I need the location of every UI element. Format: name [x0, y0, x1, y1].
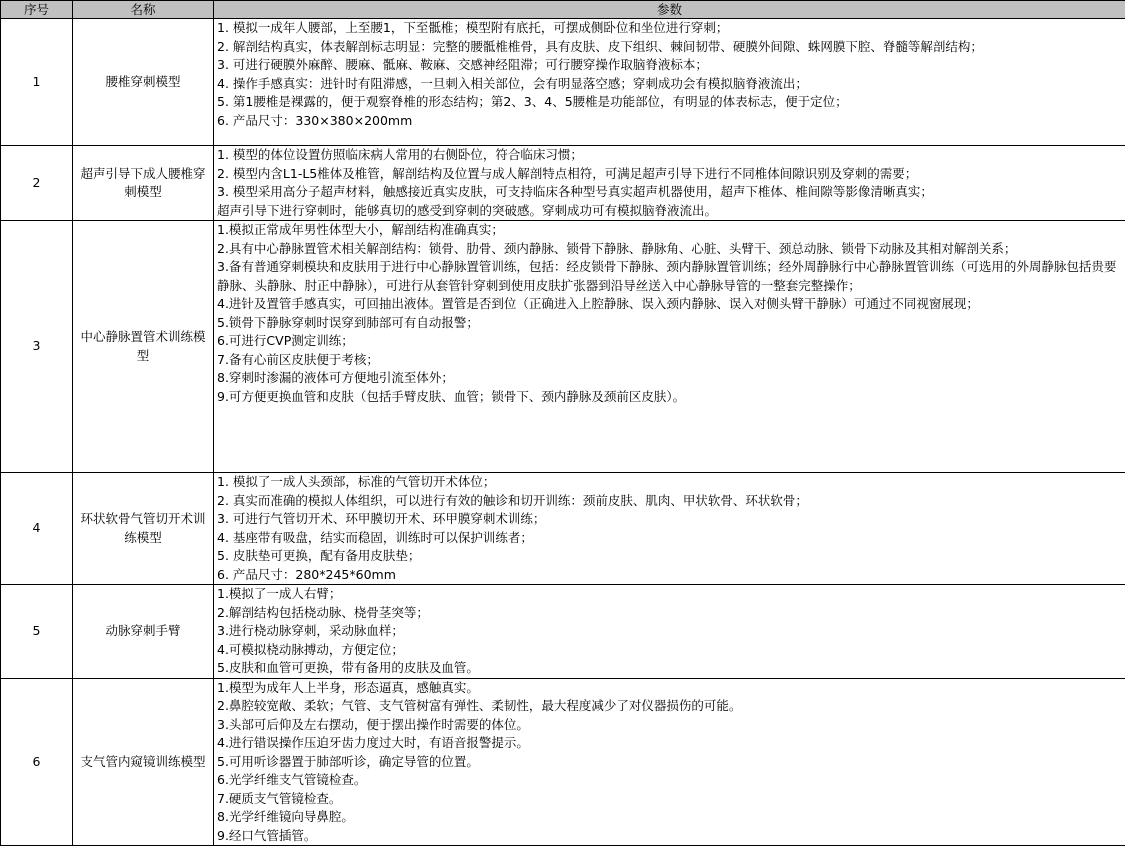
row-name: 腰椎穿刺模型 [73, 19, 214, 146]
param-line: 6.光学纤维支气管镜检查。 [217, 771, 1123, 790]
param-line: 9.可方便更换血管和皮肤（包括手臂皮肤、血管；锁骨下、颈内静脉及颈前区皮肤）。 [217, 388, 1123, 407]
param-line: 2.解剖结构包括桡动脉、桡骨茎突等； [217, 604, 1123, 623]
param-line: 5.锁骨下静脉穿刺时误穿到肺部可有自动报警； [217, 314, 1123, 333]
param-line: 2. 模型内含L1-L5椎体及椎管，解剖结构及位置与成人解剖特点相符，可满足超声引导下进行不同椎体间隙识别及穿刺的需要； [217, 165, 1123, 184]
param-line: 2. 真实而准确的模拟人体组织，可以进行有效的触诊和切开训练：颈前皮肤、肌肉、甲状软骨、环状软骨； [217, 492, 1123, 511]
param-line: 2. 解剖结构真实，体表解剖标志明显：完整的腰骶椎椎骨，具有皮肤、皮下组织、棘间韧带、硬膜外间隙、蛛网膜下腔、脊髓等解剖结构； [217, 38, 1123, 57]
param-line: 4. 基座带有吸盘，结实而稳固，训练时可以保护训练者； [217, 529, 1123, 548]
row-params [214, 678, 1125, 846]
table-row [1, 221, 1125, 473]
param-line: 1. 模拟一成年人腰部，上至腰1，下至骶椎；模型附有底托，可摆成侧卧位和坐位进行穿刺； [217, 19, 1123, 38]
param-line: 9.经口气管插管。 [217, 827, 1123, 846]
header-row [1, 1, 1125, 19]
param-line: 4.进针及置管手感真实，可回抽出液体。置管是否到位（正确进入上腔静脉、误入颈内静脉、误入对侧头臂干静脉）可通过不同视窗展现； [217, 295, 1123, 314]
row-seq: 4 [1, 473, 73, 585]
table-row [1, 678, 1125, 846]
row-name: 中心静脉置管术训练模型 [73, 221, 214, 473]
param-line: 4. 操作手感真实：进针时有阻滞感，一旦刺入相关部位，会有明显落空感；穿刺成功会有模拟脑脊液流出； [217, 75, 1123, 94]
param-line: 8.光学纤维镜向导鼻腔。 [217, 808, 1123, 827]
param-line: 6.可进行CVP测定训练； [217, 332, 1123, 351]
row-seq: 2 [1, 146, 73, 221]
param-line: 1.模拟正常成年男性体型大小，解剖结构准确真实； [217, 221, 1123, 240]
row-name: 超声引导下成人腰椎穿刺模型 [73, 146, 214, 221]
row-name: 支气管内窥镜训练模型 [73, 678, 214, 846]
row-name: 动脉穿刺手臂 [73, 585, 214, 679]
param-line: 6. 产品尺寸：330×380×200mm [217, 112, 1123, 131]
param-line: 7.硬质支气管镜检查。 [217, 790, 1123, 809]
param-line: 1.模型为成年人上半身，形态逼真，感触真实。 [217, 679, 1123, 698]
param-line: 3. 模型采用高分子超声材料，触感接近真实皮肤，可支持临床各种型号真实超声机器使用，超声下椎体、椎间隙等影像清晰真实； [217, 183, 1123, 202]
row-params [214, 221, 1125, 473]
param-line: 3.进行桡动脉穿刺，采动脉血样； [217, 622, 1123, 641]
param-line: 2.鼻腔较宽敞、柔软；气管、支气管树富有弹性、柔韧性，最大程度减少了对仪器损伤的可能。 [217, 697, 1123, 716]
param-line: 3. 可进行气管切开术、环甲膜切开术、环甲膜穿刺术训练； [217, 510, 1123, 529]
row-seq: 5 [1, 585, 73, 679]
table-row [1, 146, 1125, 221]
header-name: 名称 [73, 1, 214, 19]
param-line: 1. 模拟了一成人头颈部，标准的气管切开术体位； [217, 473, 1123, 492]
row-seq: 3 [1, 221, 73, 473]
param-line: 1.模拟了一成人右臂； [217, 585, 1123, 604]
param-line: 4.进行错误操作压迫牙齿力度过大时，有语音报警提示。 [217, 734, 1123, 753]
row-seq: 1 [1, 19, 73, 146]
header-params: 参数 [214, 1, 1125, 19]
table-row [1, 473, 1125, 585]
param-line: 6. 产品尺寸：280*245*60mm [217, 566, 1123, 585]
param-line: 7.备有心前区皮肤便于考核； [217, 351, 1123, 370]
param-line: 4.可模拟桡动脉搏动，方便定位； [217, 641, 1123, 660]
row-name: 环状软骨气管切开术训练模型 [73, 473, 214, 585]
param-line: 5. 皮肤垫可更换，配有备用皮肤垫； [217, 547, 1123, 566]
row-params [214, 146, 1125, 221]
row-params [214, 19, 1125, 146]
param-line: 超声引导下进行穿刺时，能够真切的感受到穿刺的突破感。穿刺成功可有模拟脑脊液流出。 [217, 202, 1123, 221]
param-line: 3.头部可后仰及左右摆动，便于摆出操作时需要的体位。 [217, 716, 1123, 735]
param-line: 5. 第1腰椎是裸露的，便于观察脊椎的形态结构；第2、3、4、5腰椎是功能部位，有明显的体表标志，便于定位； [217, 93, 1123, 112]
param-line: 5.可用听诊器置于肺部听诊，确定导管的位置。 [217, 753, 1123, 772]
param-line: 8.穿刺时渗漏的液体可方便地引流至体外； [217, 369, 1123, 388]
row-params [214, 473, 1125, 585]
row-params [214, 585, 1125, 679]
row-seq: 6 [1, 678, 73, 846]
table-row [1, 19, 1125, 146]
param-line: 3.备有普通穿刺模块和皮肤用于进行中心静脉置管训练，包括：经皮锁骨下静脉、颈内静脉置管训练；经外周静脉行中心静脉置管训练（可选用的外周静脉包括贵要静脉、头静脉、肘正中静脉），可进行从套管针穿刺到使用皮肤扩张器到沿导丝送入中心静脉导管的一整套完整操作； [217, 258, 1123, 295]
param-line: 5.皮肤和血管可更换，带有备用的皮肤及血管。 [217, 659, 1123, 678]
header-seq: 序号 [1, 1, 73, 19]
param-line: 2.具有中心静脉置管术相关解剖结构：锁骨、肋骨、颈内静脉、锁骨下静脉、静脉角、心脏、头臂干、颈总动脉、锁骨下动脉及其相对解剖关系； [217, 240, 1123, 259]
param-line: 1. 模型的体位设置仿照临床病人常用的右侧卧位，符合临床习惯； [217, 146, 1123, 165]
table-row [1, 585, 1125, 679]
param-line: 3. 可进行硬膜外麻醉、腰麻、骶麻、鞍麻、交感神经阻滞；可行腰穿操作取脑脊液标本； [217, 56, 1123, 75]
